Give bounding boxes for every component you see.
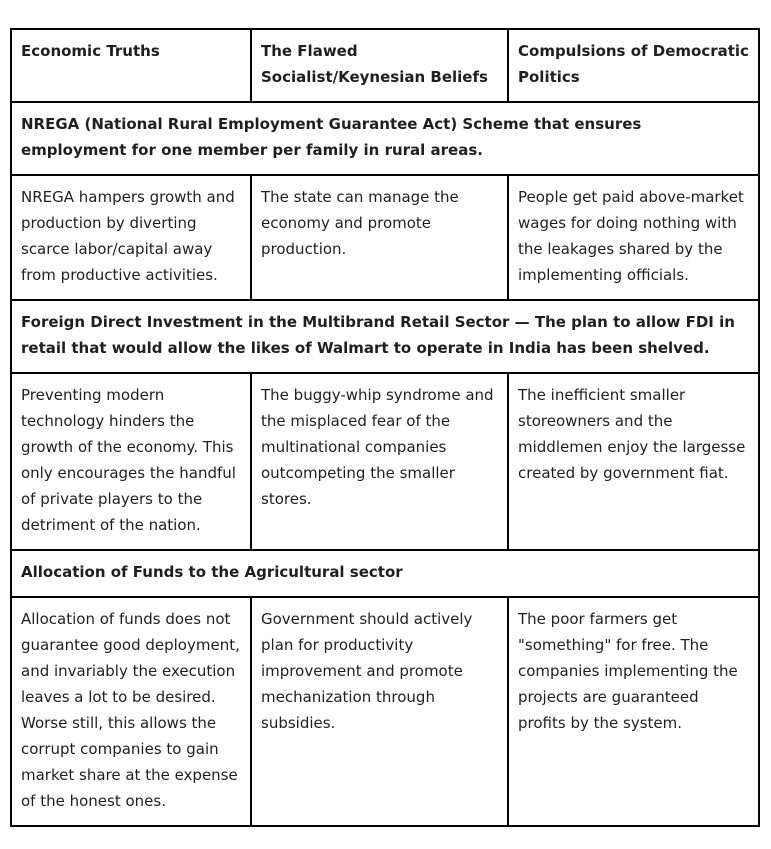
cell-allocation-compulsion: The poor farmers get "something" for free. The companies implementing the projects are guaranteed profits by the system. [508,597,759,826]
cell-allocation-economic-truth: Allocation of funds does not guarantee good deployment, and invariably the execution leaves a lot to be desired. Worse still, this allows the corrupt companies to gain market share at the expense of the honest ones. [11,597,251,826]
cell-nrega-compulsion: People get paid above-market wages for doing nothing with the leakages shared by the implementing officials. [508,175,759,300]
section-topic-row-fdi [11,300,759,373]
table-row-fdi [11,373,759,550]
topic-cell-nrega: NREGA (National Rural Employment Guarantee Act) Scheme that ensures employment for one member per family in rural areas. [11,102,759,175]
section-topic-row-nrega [11,102,759,175]
column-header-democratic-politics: Compulsions of Democratic Politics [508,29,759,102]
cell-allocation-flawed-belief: Government should actively plan for productivity improvement and promote mechanization through subsidies. [251,597,508,826]
economic-truths-comparison-table [10,28,760,827]
table-header-row [11,29,759,102]
cell-fdi-economic-truth: Preventing modern technology hinders the growth of the economy. This only encourages the handful of private players to the detriment of the nation. [11,373,251,550]
table-row-nrega [11,175,759,300]
cell-nrega-economic-truth: NREGA hampers growth and production by diverting scarce labor/capital away from productive activities. [11,175,251,300]
cell-fdi-compulsion: The inefficient smaller storeowners and the middlemen enjoy the largesse created by government fiat. [508,373,759,550]
topic-cell-fdi: Foreign Direct Investment in the Multibrand Retail Sector — The plan to allow FDI in retail that would allow the likes of Walmart to operate in India has been shelved. [11,300,759,373]
column-header-economic-truths: Economic Truths [11,29,251,102]
topic-cell-allocation: Allocation of Funds to the Agricultural sector [11,550,759,597]
table-row-allocation [11,597,759,826]
column-header-flawed-beliefs: The Flawed Socialist/Keynesian Beliefs [251,29,508,102]
section-topic-row-allocation [11,550,759,597]
cell-fdi-flawed-belief: The buggy-whip syndrome and the misplaced fear of the multinational companies outcompeting the smaller stores. [251,373,508,550]
cell-nrega-flawed-belief: The state can manage the economy and promote production. [251,175,508,300]
